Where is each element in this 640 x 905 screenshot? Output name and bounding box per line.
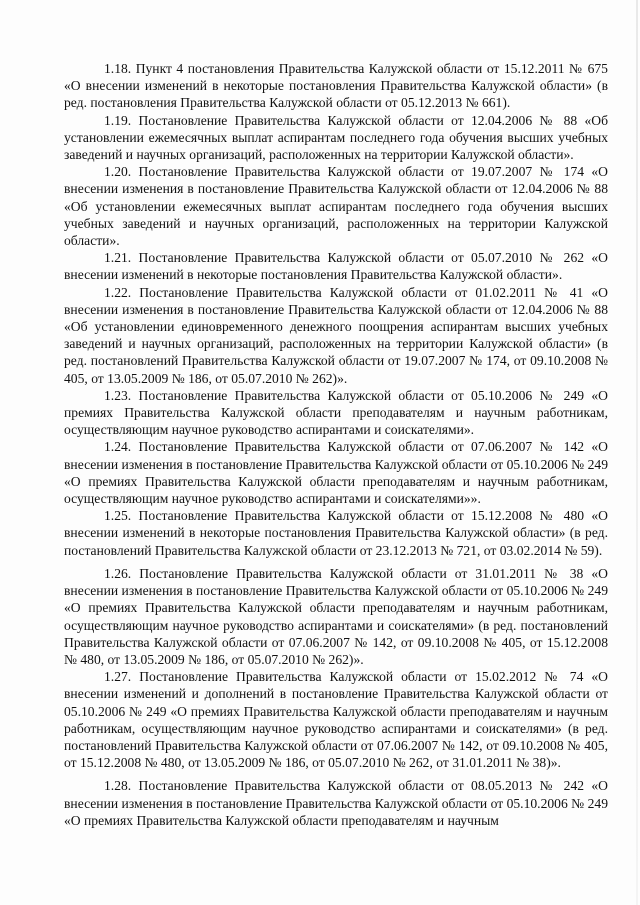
item-text: Постановление Правительства Калужской области от 05.10.2006 № 249 «О премиях Правительства Калужской области преподавателям и научным работникам, осуществляющим научное руководство аспирантами и соискателями». (64, 387, 608, 438)
list-item (64, 507, 608, 559)
list-item (64, 112, 608, 164)
list-item (64, 284, 608, 387)
document-body (64, 60, 608, 829)
item-text: Пункт 4 постановления Правительства Калужской области от 15.12.2011 № 675 «О внесении изменений в некоторые постановления Правительства Калужской области» (в ред. постановления Правительства Калужской области от 05.12.2013 № 661). (64, 61, 608, 111)
item-number: 1.20. (104, 164, 132, 180)
item-text: Постановление Правительства Калужской области от 07.06.2007 № 142 «О внесении изменения в постановление Правительства Калужской области от 05.10.2006 № 249 «О премиях Правительства Калужской области преподавателям и научным работникам, осуществляющим научное руководство аспирантами и соискателями»». (64, 439, 608, 507)
list-item (64, 60, 608, 112)
item-number: 1.25. (104, 508, 132, 524)
item-text: Постановление Правительства Калужской области от 12.04.2006 № 88 «Об установлении ежемесячных выплат аспирантам последнего года обучения высших учебных заведений и научных организаций, расположенных на территории Калужской области». (64, 112, 608, 163)
item-number: 1.28. (104, 778, 132, 794)
item-text: Постановление Правительства Калужской области от 01.02.2011 № 41 «О внесении изменения в постановление Правительства Калужской области от 12.04.2006 № 88 «Об установлении единовременного денежного поощрения аспирантам высших учебных заведений и научных организаций, расположенных на территории Калужской области» (в ред. постановлений Правительства Калужской области от 19.07.2007 № 174, от 09.10.2008 № 405, от 13.05.2009 № 186, от 05.07.2010 № 262)». (64, 284, 608, 386)
item-number: 1.22. (104, 284, 132, 300)
item-number: 1.27. (104, 669, 132, 685)
item-number: 1.19. (104, 112, 132, 128)
item-number: 1.23. (104, 387, 132, 403)
list-item (64, 387, 608, 439)
item-text: Постановление Правительства Калужской области от 08.05.2013 № 242 «О внесении изменения в постановление Правительства Калужской области от 05.10.2006 № 249 «О премиях Правительства Калужской области преподавателям и научным (64, 778, 608, 828)
item-number: 1.18. (104, 61, 132, 76)
item-text: Постановление Правительства Калужской области от 15.02.2012 № 74 «О внесении изменений и дополнений в постановление Правительства Калужской области от 05.10.2006 № 249 «О премиях Правительства Калужской области преподавателям и научным работникам, осуществляющим научное руководство аспирантами и соискателями» (в ред. постановлений Правительства Калужской области от 07.06.2007 № 142, от 09.10.2008 № 405, от 15.12.2008 № 480, от 13.05.2009 № 186, от 05.07.2010 № 262, от 31.01.2011 № 38)». (64, 669, 609, 771)
item-number: 1.21. (104, 250, 132, 266)
list-item (64, 777, 608, 829)
list-item (64, 249, 608, 283)
item-number: 1.26. (104, 565, 132, 581)
item-number: 1.24. (104, 439, 132, 455)
list-item (64, 565, 608, 668)
list-item (64, 163, 608, 249)
list-item (64, 438, 608, 507)
list-item (64, 668, 608, 771)
item-text: Постановление Правительства Калужской области от 05.07.2010 № 262 «О внесении изменений в некоторые постановления Правительства Калужской области». (64, 250, 608, 283)
item-text: Постановление Правительства Калужской области от 15.12.2008 № 480 «О внесении изменений в некоторые постановления Правительства Калужской области» (в ред. постановлений Правительства Калужской области от 23.12.2013 № 721, от 03.02.2014 № 59). (64, 508, 608, 558)
scan-edge-shadow (636, 0, 638, 905)
item-text: Постановление Правительства Калужской области от 31.01.2011 № 38 «О внесении изменения в постановление Правительства Калужской области от 05.10.2006 № 249 «О премиях Правительства Калужской области преподавателям и научным работникам, осуществляющим научное руководство аспирантами и соискателями» (в ред. постановлений Правительства Калужской области от 07.06.2007 № 142, от 09.10.2008 № 405, от 15.12.2008 № 480, от 13.05.2009 № 186, от 05.07.2010 № 262)». (64, 565, 608, 667)
item-text: Постановление Правительства Калужской области от 19.07.2007 № 174 «О внесении изменения в постановление Правительства Калужской области от 12.04.2006 № 88 «Об установлении ежемесячных выплат аспирантам последнего года обучения высших учебных заведений и научных организаций, расположенных на территории Калужской области». (64, 164, 608, 249)
